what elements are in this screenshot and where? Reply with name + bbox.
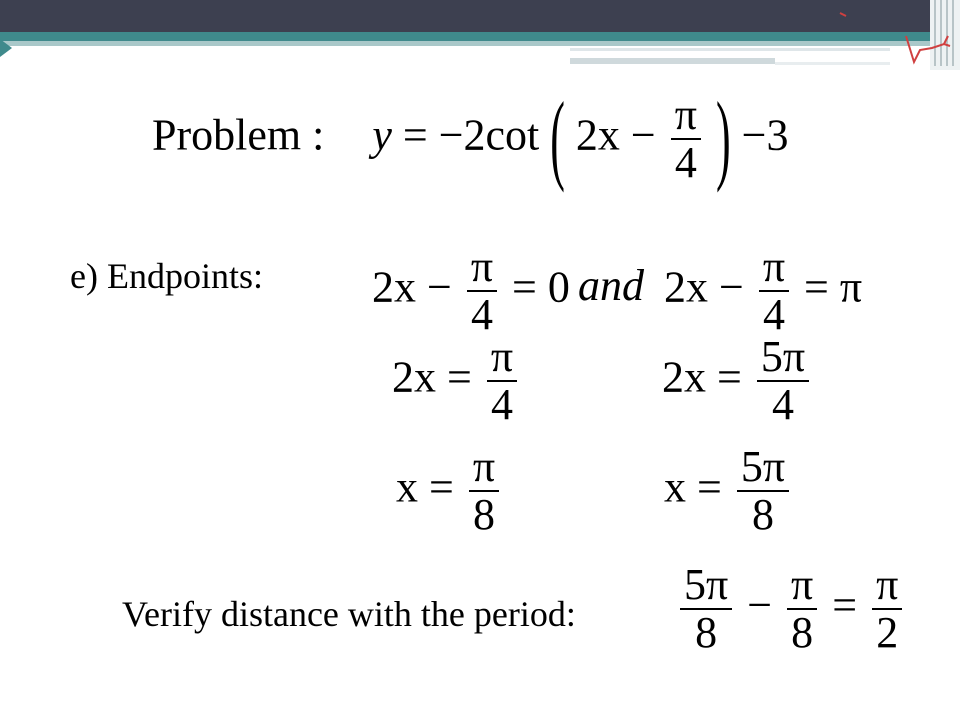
verify-equals: = xyxy=(832,580,858,630)
equation-fraction xyxy=(487,334,517,428)
verify-fraction-b xyxy=(787,562,817,656)
row1-left-equation xyxy=(372,244,570,338)
equation-fraction xyxy=(469,444,499,538)
problem-y: y xyxy=(372,110,392,160)
header-strip xyxy=(775,62,890,65)
fraction-numerator: 5π xyxy=(684,560,729,609)
header-dark-bar xyxy=(0,0,930,32)
fraction-numerator: π xyxy=(876,560,899,609)
fraction-numerator: π xyxy=(472,442,496,491)
row2-left-equation xyxy=(392,334,521,428)
equation-suffix: = 0 xyxy=(512,262,570,312)
header-pointer xyxy=(0,39,12,57)
problem-label: Problem : xyxy=(152,110,325,160)
equation-fraction xyxy=(757,334,809,428)
fraction-denominator: 8 xyxy=(737,490,789,538)
verify-fraction-c xyxy=(872,562,902,656)
ink-scribble-mark xyxy=(900,30,960,70)
fraction-denominator: 4 xyxy=(671,138,701,186)
fraction-denominator: 8 xyxy=(680,608,732,656)
row3-left-equation xyxy=(396,444,503,538)
equation-prefix: x = xyxy=(396,462,454,512)
header-shade-bar xyxy=(0,41,930,46)
header-strip xyxy=(570,58,775,64)
problem-coefficient: −2cot xyxy=(438,110,540,160)
equation-prefix: 2x − xyxy=(664,262,744,312)
fraction-denominator: 2 xyxy=(872,608,902,656)
header-strip xyxy=(570,48,890,51)
equation-fraction xyxy=(759,244,789,338)
verify-label: Verify distance with the period: xyxy=(122,594,576,634)
fraction-denominator: 4 xyxy=(467,290,497,338)
fraction-numerator: π xyxy=(762,242,786,291)
and-word: and xyxy=(578,261,644,310)
problem-line xyxy=(152,81,789,195)
equation-fraction xyxy=(737,444,789,538)
verify-fraction-a xyxy=(680,562,732,656)
fraction-numerator: 5π xyxy=(740,442,786,491)
problem-left-paren: ( xyxy=(550,81,565,195)
fraction-denominator: 8 xyxy=(787,608,817,656)
fraction-numerator: π xyxy=(490,332,514,381)
equation-prefix: 2x = xyxy=(392,352,472,402)
fraction-denominator: 4 xyxy=(757,380,809,428)
equation-prefix: 2x − xyxy=(372,262,452,312)
equation-prefix: x = xyxy=(664,462,722,512)
row2-right-equation xyxy=(662,334,813,428)
fraction-denominator: 4 xyxy=(487,380,517,428)
ink-dot-mark xyxy=(838,10,850,20)
verify-equation xyxy=(676,562,906,656)
endpoints-label: e) Endpoints: xyxy=(70,256,263,296)
fraction-numerator: π xyxy=(791,560,814,609)
problem-2x: 2x xyxy=(575,110,620,160)
problem-equals: = xyxy=(402,110,428,160)
equation-fraction xyxy=(467,244,497,338)
problem-fraction xyxy=(671,92,701,186)
fraction-numerator: π xyxy=(470,242,494,291)
equation-prefix: 2x = xyxy=(662,352,742,402)
fraction-numerator: 5π xyxy=(760,332,806,381)
row1-right-equation xyxy=(664,244,862,338)
fraction-numerator: π xyxy=(674,90,697,139)
header-teal-bar xyxy=(0,32,930,41)
fraction-denominator: 4 xyxy=(759,290,789,338)
problem-tail: −3 xyxy=(741,110,789,160)
row3-right-equation xyxy=(664,444,793,538)
problem-right-paren: ) xyxy=(715,81,731,195)
fraction-denominator: 8 xyxy=(469,490,499,538)
equation-suffix: = π xyxy=(804,262,863,312)
problem-minus: − xyxy=(630,110,656,160)
verify-minus: − xyxy=(747,580,773,630)
